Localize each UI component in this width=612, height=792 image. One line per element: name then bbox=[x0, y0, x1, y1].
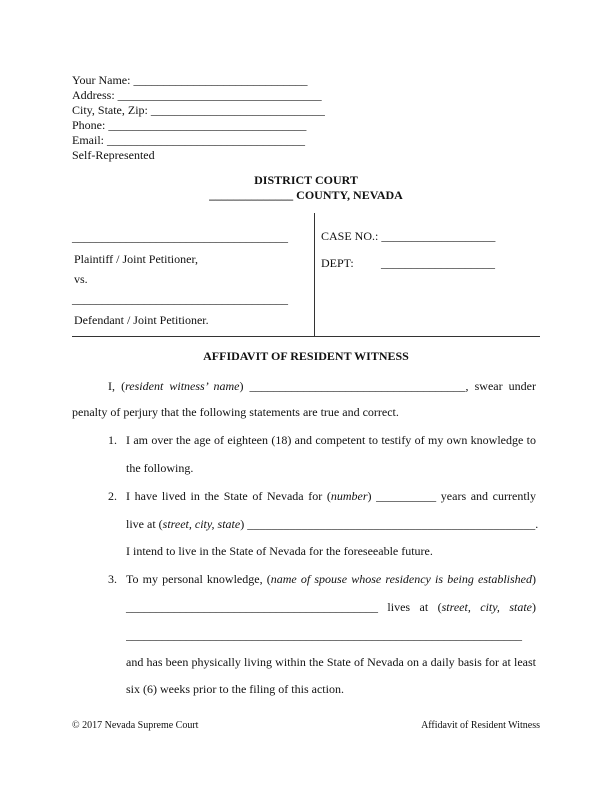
defendant-name-field[interactable]: ____________________________________ bbox=[72, 292, 288, 306]
plaintiff-name-field[interactable]: ____________________________________ bbox=[72, 230, 288, 244]
caption-bottom-rule bbox=[72, 336, 540, 337]
item-3-line-5: six (6) weeks prior to the filing of this action. bbox=[126, 682, 344, 696]
item-3-line-4: and has been physically living within the State of Nevada on a daily basis for at least bbox=[126, 655, 536, 669]
defendant-label: Defendant / Joint Petitioner. bbox=[74, 313, 209, 327]
item-2-line-1[interactable]: I have lived in the State of Nevada for (number) __________ years and currently bbox=[126, 489, 536, 503]
footer-copyright: © 2017 Nevada Supreme Court bbox=[72, 720, 199, 731]
item-2-line-3: I intend to live in the State of Nevada for the foreseeable future. bbox=[126, 544, 433, 558]
item-1-line-1: I am over the age of eighteen (18) and competent to testify of my own knowledge to bbox=[126, 433, 536, 447]
intro-line-1[interactable]: I, (resident witness’ name) ____________________________________, swear under bbox=[108, 379, 536, 393]
caption-divider bbox=[314, 213, 315, 336]
item-2-number: 2. bbox=[108, 489, 117, 503]
city-state-zip-field[interactable]: City, State, Zip: _____________________________ bbox=[72, 103, 325, 117]
item-3-line-1: To my personal knowledge, (name of spouse whose residency is being established) bbox=[126, 572, 536, 586]
plaintiff-label: Plaintiff / Joint Petitioner, bbox=[74, 252, 198, 266]
address-field[interactable]: Address: __________________________________ bbox=[72, 88, 322, 102]
court-title: DISTRICT COURT bbox=[254, 173, 358, 187]
document-title: AFFIDAVIT OF RESIDENT WITNESS bbox=[203, 349, 409, 363]
versus-label: vs. bbox=[74, 272, 88, 286]
dept-label: DEPT: bbox=[321, 256, 354, 270]
item-2-line-2[interactable]: live at (street, city, state) ________________________________________________. bbox=[126, 517, 539, 531]
county-heading[interactable]: ______________ COUNTY, NEVADA bbox=[209, 188, 403, 202]
email-field[interactable]: Email: _________________________________ bbox=[72, 133, 305, 147]
phone-field[interactable]: Phone: _________________________________ bbox=[72, 118, 307, 132]
dept-field[interactable]: ___________________ bbox=[381, 256, 495, 270]
footer-form-title: Affidavit of Resident Witness bbox=[421, 720, 540, 731]
item-3-line-2[interactable]: __________________________________________ lives at (street, city, state) bbox=[126, 600, 536, 614]
item-3-number: 3. bbox=[108, 572, 117, 586]
item-1-number: 1. bbox=[108, 433, 117, 447]
item-3-address-field[interactable]: __________________________________________________________________ bbox=[126, 628, 522, 642]
self-represented-label: Self-Represented bbox=[72, 148, 155, 162]
your-name-field[interactable]: Your Name: _____________________________ bbox=[72, 73, 308, 87]
intro-line-2: penalty of perjury that the following statements are true and correct. bbox=[72, 405, 399, 419]
case-number-field[interactable]: CASE NO.: ___________________ bbox=[321, 229, 496, 243]
item-1-line-2: the following. bbox=[126, 461, 194, 475]
